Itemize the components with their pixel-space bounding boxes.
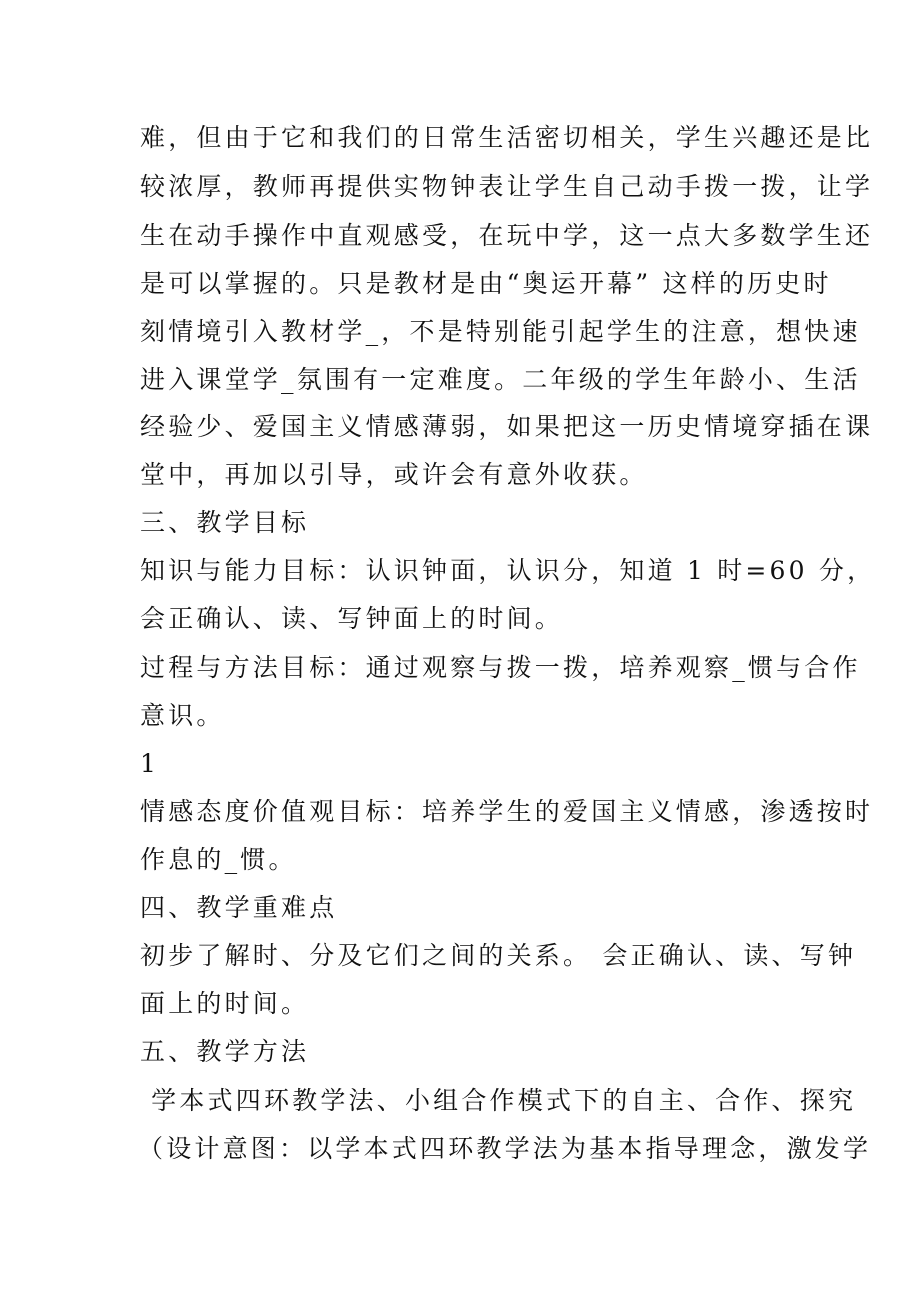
paragraph-line: 难，但由于它和我们的日常生活密切相关，学生兴趣还是比 [140, 123, 874, 152]
paragraph-line: 知识与能力目标：认识钟面，认识分，知道 1 时=60 分， [140, 556, 876, 585]
paragraph-line: 初步了解时、分及它们之间的关系。 会正确认、读、写钟 [140, 941, 857, 970]
paragraph-line: 面上的时间。 [140, 989, 310, 1018]
paragraph-line: 较浓厚，教师再提供实物钟表让学生自己动手拨一拨，让学 [140, 172, 874, 201]
paragraph-line: 情感态度价值观目标：培养学生的爱国主义情感，渗透按时 [140, 797, 874, 826]
paragraph-line: 意识。 [140, 701, 225, 730]
paragraph-line: 进入课堂学_氛围有一定难度。二年级的学生年龄小、生活 [140, 365, 861, 394]
paragraph-line: 刻情境引入教材学_，不是特别能引起学生的注意，想快速 [140, 317, 861, 346]
paragraph-line: 是可以掌握的。只是教材是由“奥运开幕” 这样的历史时 [140, 269, 832, 298]
paragraph-line: 会正确认、读、写钟面上的时间。 [140, 604, 564, 633]
paragraph-line: 学本式四环教学法、小组合作模式下的自主、合作、探究 [140, 1086, 857, 1115]
page-number: 1 [140, 749, 156, 778]
paragraph-line: 过程与方法目标：通过观察与拨一拨，培养观察_惯与合作 [140, 653, 861, 682]
section-heading-methods: 五、教学方法 [140, 1037, 310, 1066]
paragraph-line: 经验少、爱国主义情感薄弱，如果把这一历史情境穿插在课 [140, 412, 874, 441]
section-heading-key-points: 四、教学重难点 [140, 893, 338, 922]
paragraph-line: 作息的_惯。 [140, 845, 297, 874]
paragraph-line: （设计意图：以学本式四环教学法为基本指导理念，激发学 [138, 1134, 872, 1163]
paragraph-line: 堂中，再加以引导，或许会有意外收获。 [140, 460, 648, 489]
section-heading-objectives: 三、教学目标 [140, 508, 310, 537]
paragraph-line: 生在动手操作中直观感受，在玩中学，这一点大多数学生还 [140, 221, 874, 250]
